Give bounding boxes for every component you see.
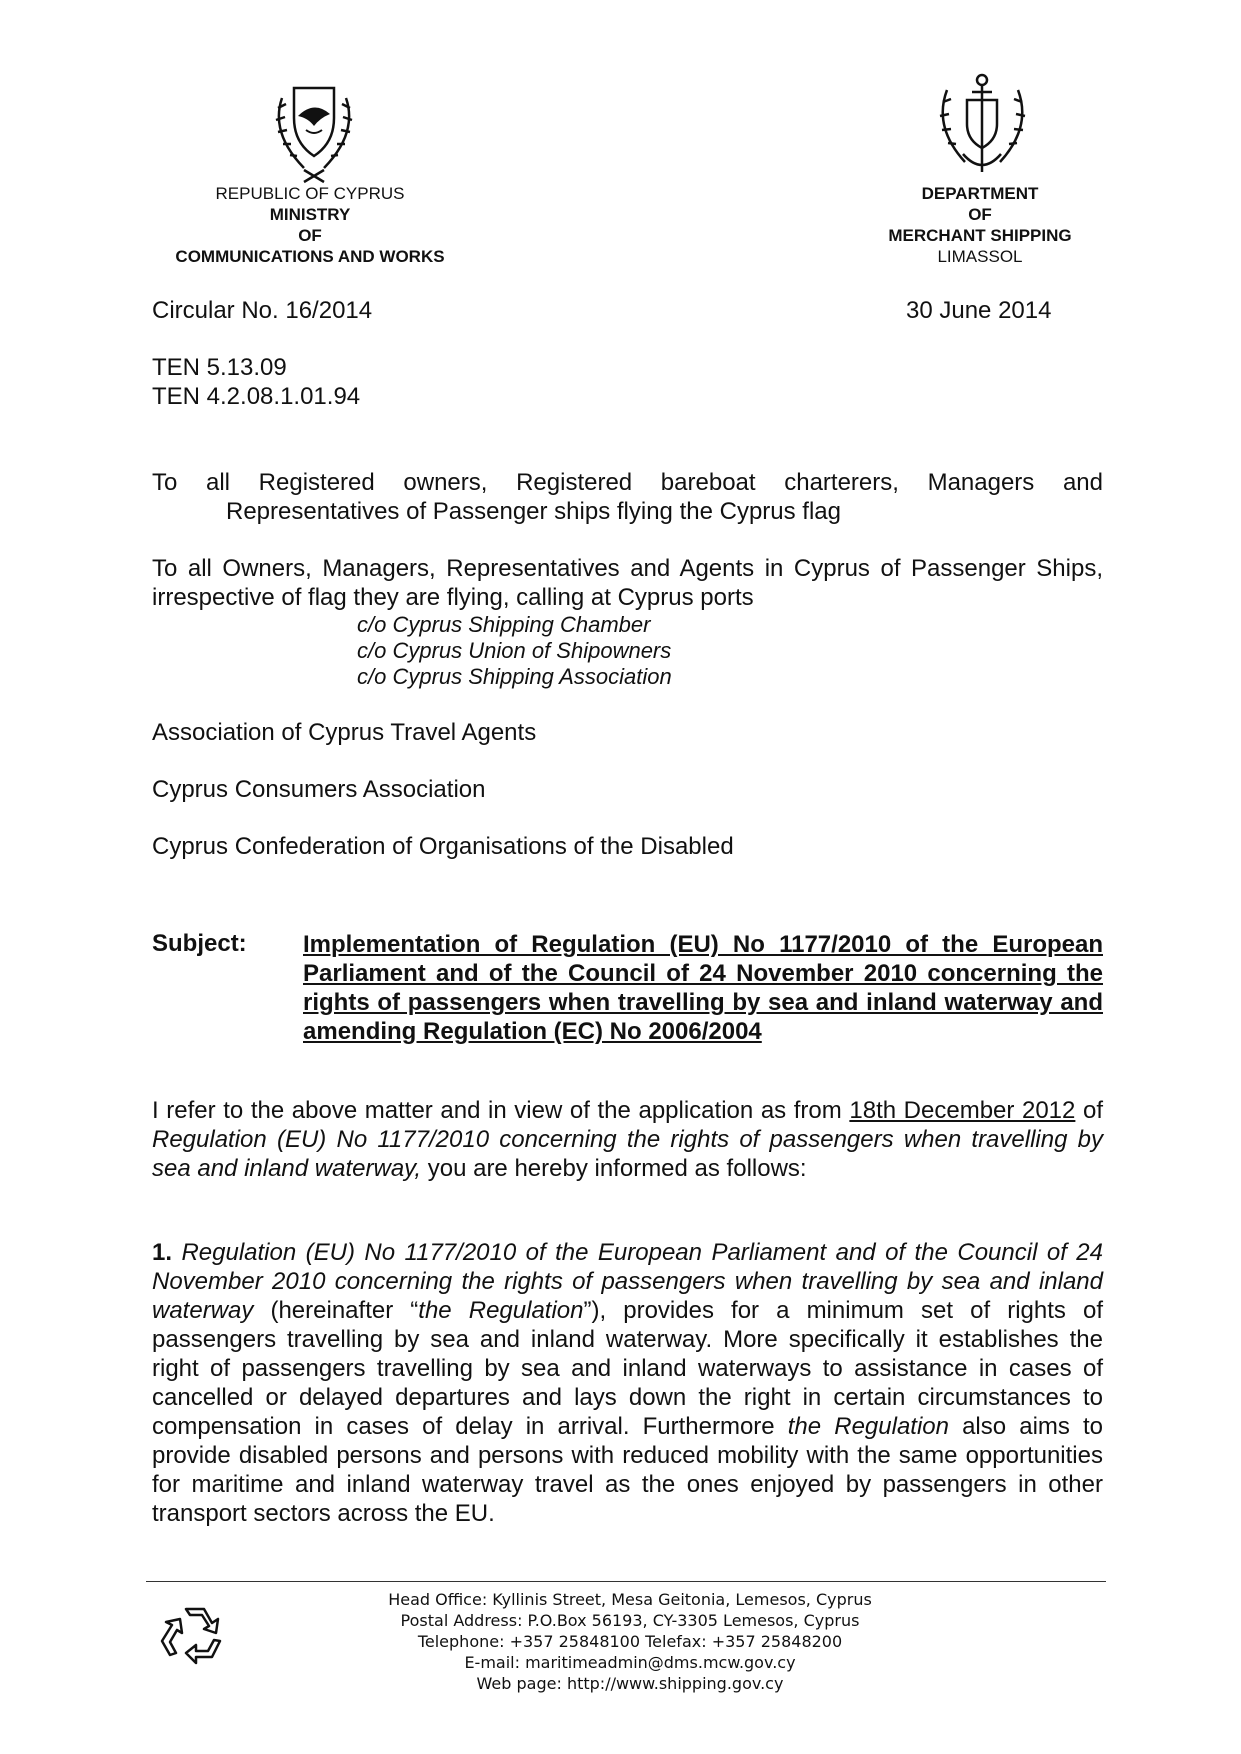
recipient-disabled: Cyprus Confederation of Organisations of the Disabled — [152, 833, 734, 860]
department-header — [860, 183, 1100, 267]
department-city: LIMASSOL — [937, 247, 1023, 266]
regulation-title: Regulation (EU) No 1177/2010 concerning the rights of passengers when travelling by sea and inland waterway, — [152, 1126, 1103, 1182]
ministry-of-line: OF — [298, 226, 322, 245]
regulation-title: Regulation (EU) No 1177/2010 of the European Parliament and of the Council of 24 November 2010 concerning the rights of passengers when travelling by sea and inland waterway — [152, 1239, 1103, 1324]
ministry-name: COMMUNICATIONS AND WORKS — [175, 247, 445, 266]
recipient-consumers: Cyprus Consumers Association — [152, 776, 486, 803]
circular-date: 30 June 2014 — [906, 297, 1052, 324]
anchor-wreath-emblem-icon — [925, 72, 1040, 180]
department-name: MERCHANT SHIPPING — [888, 226, 1072, 245]
recipient-line: Representatives of Passenger ships flying the Cyprus flag — [226, 498, 841, 525]
section-text: also aims to provide disabled persons and persons with reduced mobility with the same opportunities for maritime and inland waterway travel as the ones enjoyed by passengers in other transport sectors across the EU. — [152, 1413, 1104, 1527]
footer-postal-address: Postal Address: P.O.Box 56193, CY-3305 Lemesos, Cyprus — [400, 1611, 860, 1630]
intro-text: I refer to the above matter and in view of the application as from — [152, 1097, 850, 1124]
footer-divider — [146, 1581, 1106, 1582]
regulation-short-name: the Regulation — [418, 1297, 584, 1324]
reference-item: TEN 5.13.09 — [152, 354, 287, 381]
section-1-paragraph — [152, 1238, 1103, 1528]
care-of-list — [357, 612, 672, 690]
subject-text: Implementation of Regulation (EU) No 1177/2010 of the European Parliament and of the Council of 24 November 2010 concerning the rights of passengers when travelling by sea and inland waterway and amending Regulation (EC) No 2006/2004 — [303, 931, 1103, 1045]
intro-paragraph — [152, 1096, 1103, 1183]
section-text: ”), provides for a minimum set of rights of passengers travelling by sea and inland waterway. More specifically it establishes the right of passengers travelling by sea and inland waterways to assistance in cases of cancelled or delayed departures and lays down the right in certain circumstances to compensation in cases of delay in arrival. Furthermore — [152, 1297, 1103, 1440]
recipient-travel-agents: Association of Cyprus Travel Agents — [152, 719, 537, 746]
recycle-icon — [160, 1603, 230, 1669]
footer-email: E-mail: maritimeadmin@dms.mcw.gov.cy — [464, 1653, 796, 1672]
footer-contact — [300, 1589, 960, 1694]
regulation-short-name: the Regulation — [787, 1413, 949, 1440]
cyprus-coat-of-arms-icon — [254, 78, 374, 186]
recipient-block-1 — [152, 468, 1103, 526]
ministry-header — [140, 183, 480, 267]
recipient-line: To all Registered owners, Registered bareboat charterers, Managers and — [152, 469, 1103, 496]
footer-phone-fax: Telephone: +357 25848100 Telefax: +357 25848200 — [417, 1632, 843, 1651]
subject-label: Subject: — [152, 930, 247, 957]
care-of-item: c/o Cyprus Union of Shipowners — [357, 638, 672, 663]
recipient-block-2: To all Owners, Managers, Representatives and Agents in Cyprus of Passenger Ships, irrespective of flag they are flying, calling at Cyprus ports — [152, 555, 1103, 611]
footer-web-page: Web page: http://www.shipping.gov.cy — [476, 1674, 784, 1693]
care-of-item: c/o Cyprus Shipping Chamber — [357, 612, 651, 637]
intro-text: you are hereby informed as follows: — [421, 1155, 807, 1182]
section-number: 1. — [152, 1239, 173, 1266]
reference-list — [152, 353, 360, 411]
footer-head-office: Head Office: Kyllinis Street, Mesa Geitonia, Lemesos, Cyprus — [388, 1590, 872, 1609]
care-of-item: c/o Cyprus Shipping Association — [357, 664, 672, 689]
section-text: (hereinafter “ — [253, 1297, 419, 1324]
intro-text: of — [1075, 1097, 1104, 1124]
circular-number: Circular No. 16/2014 — [152, 297, 373, 324]
application-date: 18th December 2012 — [849, 1097, 1076, 1124]
department-line: DEPARTMENT — [921, 184, 1039, 203]
ministry-line: MINISTRY — [269, 205, 351, 224]
country-name: REPUBLIC OF CYPRUS — [215, 184, 405, 203]
department-of-line: OF — [968, 205, 992, 224]
reference-item: TEN 4.2.08.1.01.94 — [152, 383, 361, 410]
